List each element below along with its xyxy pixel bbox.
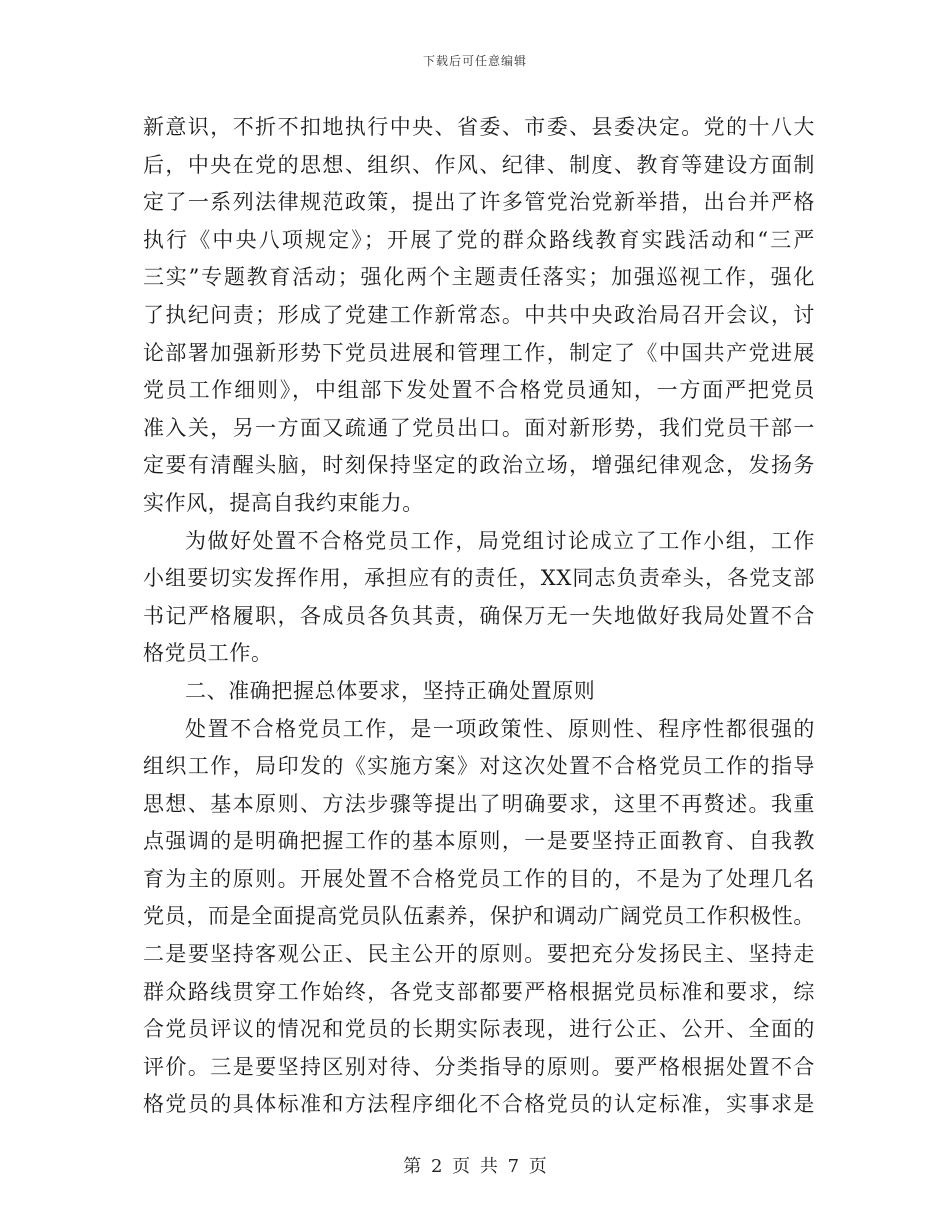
text-line: 新意识，不折不扣地执行中央、省委、市委、县委决定。党的十八大 [143,115,815,139]
text-line: 合党员评议的情况和党员的长期实际表现，进行公正、公开、全面的 [143,1017,815,1042]
text-line: 组织工作，局印发的《实施方案》对这次处置不合格党员工作的指导 [143,754,815,779]
text-line: 格党员的具体标准和方法程序细化不合格党员的认定标准，实事求是 [143,1092,815,1117]
page-header-note: 下载后可任意编辑 [422,54,527,68]
text-line: 定了一系列法律规范政策，提出了许多管党治党新举措，出台并严格 [143,190,815,215]
text-line: 党员工作细则》，中组部下发处置不合格党员通知，一方面严把党员 [143,378,815,403]
text-line: 论部署加强新形势下党员进展和管理工作，制定了《中国共产党进展 [143,340,815,365]
text-line: 育为主的原则。开展处置不合格党员工作的目的，不是为了处理几名 [143,866,815,891]
text-line: 了执纪问责；形成了党建工作新常态。中共中央政治局召开会议，讨 [143,302,815,327]
text-line: 点强调的是明确把握工作的基本原则，一是要坚持正面教育、自我教 [143,829,815,854]
text-line: 准入关，另一方面又疏通了党员出口。面对新形势，我们党员干部一 [143,415,815,440]
text-line: 处置不合格党员工作，是一项政策性、原则性、程序性都很强的 [185,716,815,741]
text-line: 执行《中央八项规定》；开展了党的群众路线教育实践活动和“三严 [143,227,815,252]
text-line: 党员，而是全面提高党员队伍素养，保护和调动广阔党员工作积极性。 [143,904,815,929]
text-line: 二是要坚持客观公正、民主公开的原则。要把充分发扬民主、坚持走 [143,942,815,967]
document-body [143,109,815,1124]
text-line: 格党员工作。 [143,641,273,666]
text-line: 后，中央在党的思想、组织、作风、纪律、制度、教育等建设方面制 [143,152,815,177]
text-line: 实作风，提高自我约束能力。 [143,490,424,515]
text-line: 书记严格履职，各成员各负其责，确保万无一失地做好我局处置不合 [143,603,815,628]
page-number: 第 2 页 共 7 页 [403,1156,547,1177]
text-line: 思想、基本原则、方法步骤等提出了明确要求，这里不再赘述。我重 [143,791,815,816]
text-line: 二、准确把握总体要求，坚持正确处置原则 [185,678,596,703]
text-line: 群众路线贯穿工作始终，各党支部都要严格根据党员标准和要求，综 [143,979,815,1004]
text-line: 三实”专题教育活动；强化两个主题责任落实；加强巡视工作，强化 [143,265,815,290]
text-line: 定要有清醒头脑，时刻保持坚定的政治立场，增强纪律观念，发扬务 [143,453,815,478]
text-line: 小组要切实发挥作用，承担应有的责任，XX同志负责牵头，各党支部 [143,566,815,591]
text-line: 评价。三是要坚持区别对待、分类指导的原则。要严格根据处置不合 [143,1054,815,1079]
text-line: 为做好处置不合格党员工作，局党组讨论成立了工作小组，工作 [185,528,815,553]
